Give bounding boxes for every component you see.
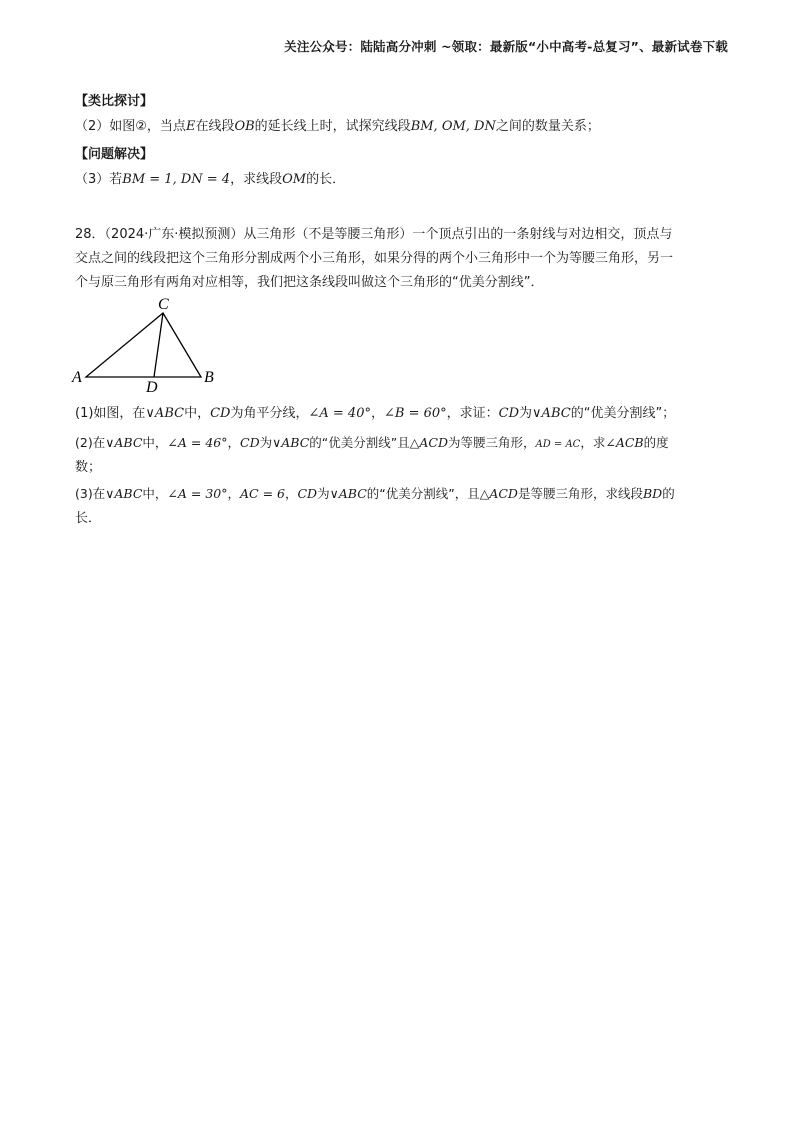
- math: BM = 1, DN = 4: [122, 172, 231, 187]
- question-2: [75, 117, 600, 137]
- label-d: D: [146, 379, 158, 395]
- sub-question-3-line-2: 长．: [75, 511, 102, 526]
- math: AC = 6: [240, 486, 285, 501]
- math: ∨ABC: [145, 406, 185, 421]
- problem-28-line-1: 28．（2024·广东·模拟预测）从三角形（不是等腰三角形）一个顶点引出的一条射线与对边相交，顶点与: [75, 227, 673, 242]
- text: ，求证：: [446, 406, 499, 421]
- text: 的“优美分割线”；: [570, 406, 676, 421]
- text: (1)如图，在: [75, 406, 146, 421]
- text: 中，: [184, 406, 211, 421]
- label-a: A: [72, 369, 82, 386]
- math: ∨ABC: [329, 486, 367, 501]
- math: E: [185, 119, 196, 134]
- text: ，: [370, 406, 384, 421]
- text: 是等腰三角形，求线段: [517, 486, 643, 501]
- math: ∠ACB: [605, 435, 644, 450]
- triangle-abc: [86, 313, 201, 377]
- text: 为等腰三角形，: [447, 435, 536, 450]
- sub-question-1: [75, 404, 675, 424]
- math: ∨ABC: [272, 435, 310, 450]
- text: ，: [284, 486, 298, 501]
- math: ∠A = 30°: [167, 486, 228, 501]
- text: 在线段: [195, 119, 235, 134]
- math: CD: [297, 486, 318, 501]
- text: 的“优美分割线”且: [309, 435, 410, 450]
- label-c: C: [158, 296, 169, 313]
- math: OM: [282, 172, 307, 187]
- text: （3）若: [75, 172, 123, 187]
- sub-question-2-line-2: 数；: [75, 460, 102, 475]
- section-analogy: 【类比探讨】: [75, 94, 154, 109]
- question-3: [75, 170, 345, 190]
- math: AD = AC: [535, 439, 581, 450]
- text: 的度: [643, 435, 669, 450]
- text: 为: [519, 406, 533, 421]
- text: 的长．: [306, 172, 346, 187]
- segment-cd: [154, 313, 163, 377]
- math: CD: [210, 406, 231, 421]
- math: OB: [234, 119, 255, 134]
- math: ∨ABC: [105, 486, 143, 501]
- math: △ACD: [409, 435, 448, 450]
- math: ∨ABC: [105, 435, 143, 450]
- problem-28-line-2: 交点之间的线段把这个三角形分割成两个小三角形，如果分得的两个小三角形中一个为等腰三角形，另一: [75, 251, 674, 266]
- text: （2）如图②，当点: [75, 119, 186, 134]
- text: ，求线段: [230, 172, 283, 187]
- text: 的: [662, 486, 675, 501]
- text: 为角平分线，: [230, 406, 309, 421]
- math: ∨ABC: [532, 406, 571, 421]
- page-header: 关注公众号：陆陆高分冲刺 ~领取：最新版“小中高考-总复习”、最新试卷下载: [284, 39, 728, 54]
- text: ，: [227, 486, 240, 501]
- math: BM, OM, DN: [410, 119, 496, 134]
- text: ，求: [580, 435, 606, 450]
- problem-28-line-3: 个与原三角形有两角对应相等，我们把这条线段叫做这个三角形的“优美分割线”．: [75, 275, 544, 290]
- math: CD: [498, 406, 520, 421]
- text: 的“优美分割线”，且: [366, 486, 480, 501]
- sub-question-3: [75, 484, 675, 504]
- text: 的延长线上时，试探究线段: [254, 119, 411, 134]
- text: (2)在: [75, 435, 106, 450]
- math: BD: [642, 486, 663, 501]
- triangle-figure: [66, 295, 236, 395]
- text: (3)在: [75, 486, 106, 501]
- text: 为: [259, 435, 273, 450]
- text: 中，: [142, 435, 168, 450]
- math: ∠A = 40°: [308, 406, 371, 421]
- math: △ACD: [479, 486, 518, 501]
- section-solve: 【问题解决】: [75, 147, 154, 162]
- text: 之间的数量关系；: [495, 119, 600, 134]
- math: CD: [240, 435, 260, 450]
- label-b: B: [204, 369, 214, 386]
- text: 为: [317, 486, 330, 501]
- text: ，: [227, 435, 240, 450]
- text: 中，: [142, 486, 168, 501]
- sub-question-2: [75, 433, 669, 455]
- math: ∠B = 60°: [383, 406, 447, 421]
- math: ∠A = 46°: [167, 435, 228, 450]
